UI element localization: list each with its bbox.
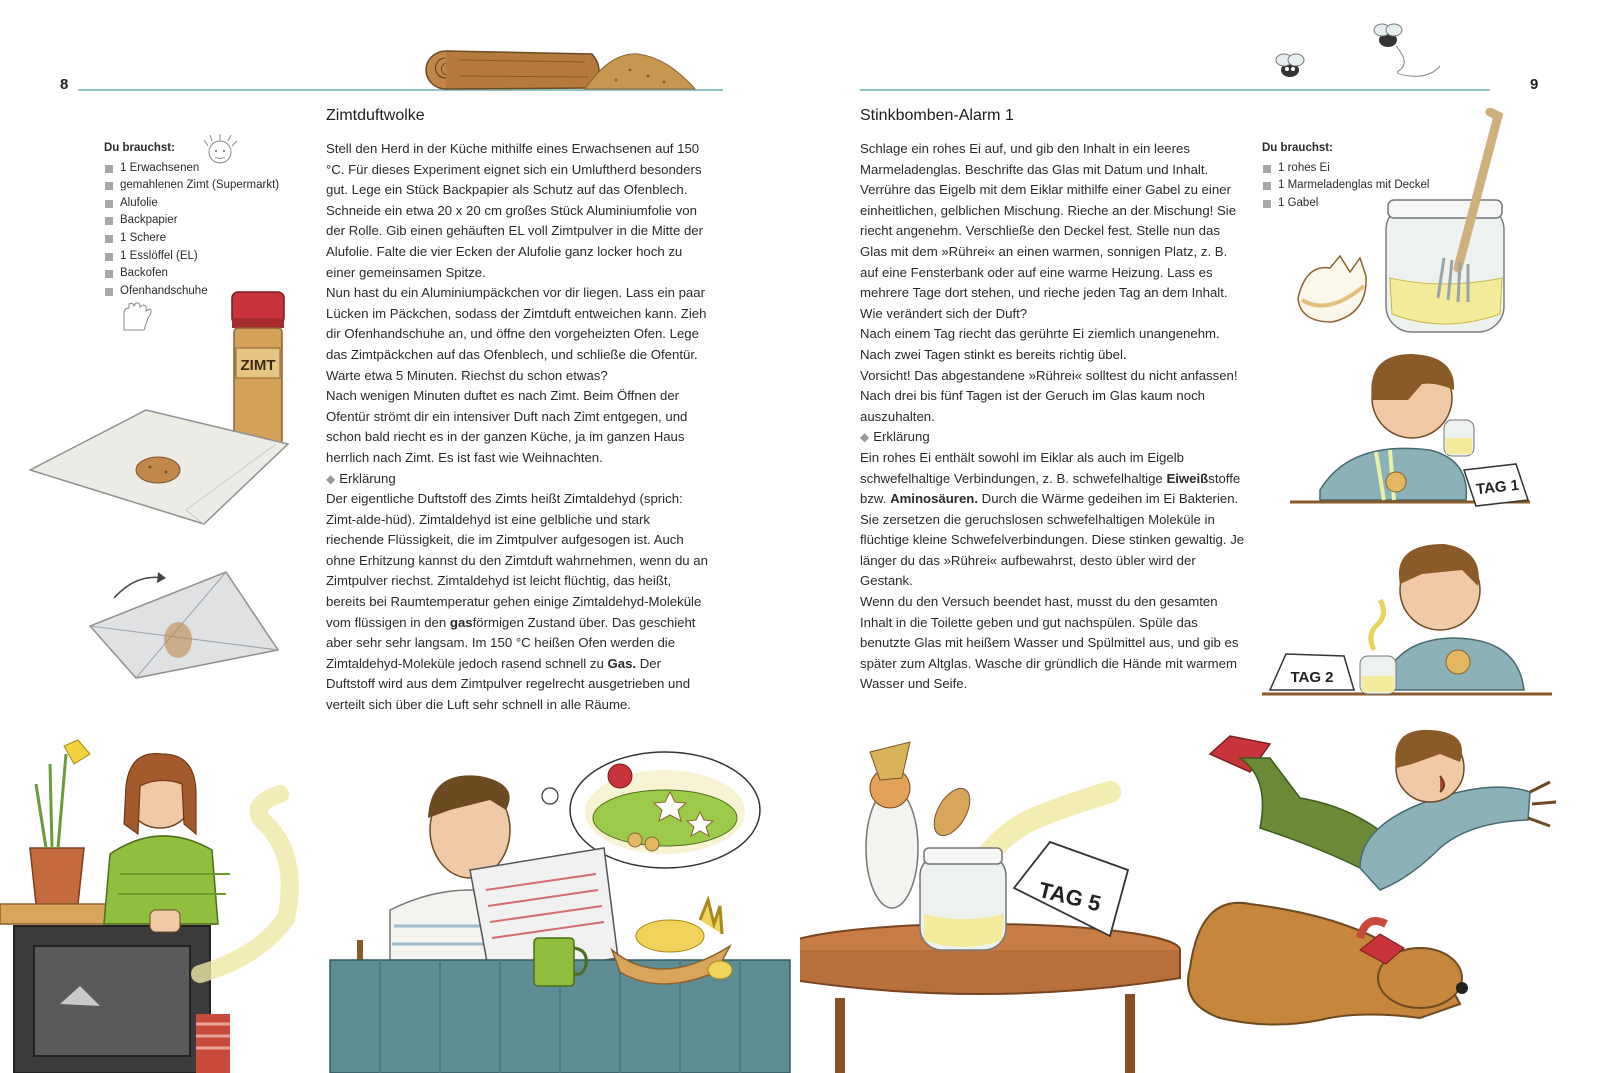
fly-icon: [1270, 50, 1310, 82]
kid-day1-illustration: [1280, 340, 1540, 530]
instruction-paragraph: Nach wenigen Minuten duftet es nach Zimt. Beim Öffnen der Ofentür strömt dir ein intensiver Duft nach Zimt entgegen, und schon bald riecht es in der ganzen Küche, ja im ganzen Haus herrlich nach Zimt. Es ist fast wie Weihnachten.: [326, 388, 688, 465]
day5-sign: TAG 5: [1036, 876, 1104, 917]
instruction-paragraph: Stell den Herd in der Küche mithilfe eines Erwachsenen auf 150 °C. Für dieses Experiment eignet sich ein Umluftherd besonders gut. Lege ein Stück Backpapier als Schutz auf das Ofenblech.: [326, 141, 702, 198]
day2-sign: TAG 2: [1290, 669, 1334, 686]
material-item: Backofen: [104, 265, 304, 283]
material-item: Alufolie: [104, 195, 304, 213]
explanation-paragraph: Der eigentliche Duftstoff des Zimts heißt Zimtaldehyd (sprich: Zimt-alde-hüd). Zimtaldehyd ist eine gelbliche und stark riechende Flüssigkeit, die im Zimtpulver aufgesogen ist. Auch ohne Erhitzung kannst du den Zimtduft wahrnehmen, wenn du an Zimtpulver riechst. Zimtaldehyd ist leicht flüchtig, das heißt, bereits bei Raumtemperatur gehen einige Zimtaldehyd-Moleküle vom flüssigen in den gasförmigen Zustand über. Das geschieht aber sehr sehr langsam. Im 150 °C heißen Ofen werden die Zimtaldehyd-Moleküle jedoch rasend schnell zu Gas. Der Duftstoff wird aus dem Zimtpulver regelrecht ausgetrieben und verteilt sich über die Luft sehr schnell in alle Räume.: [326, 491, 708, 713]
head-doodle-icon: [200, 132, 240, 170]
oven-glove-icon: [118, 300, 154, 334]
material-item: Backpapier: [104, 212, 304, 230]
right-page: [800, 0, 1600, 1073]
instructions-text: [326, 139, 711, 716]
material-item: gemahlenen Zimt (Supermarkt): [104, 177, 304, 195]
material-item: Ofenhandschuhe: [104, 283, 304, 301]
instruction-paragraph: Schlage ein rohes Ei auf, und gib den Inhalt in ein leeres Marmeladenglas. Beschrifte das Glas mit Datum und Inhalt. Verrühre das Eigelb mit dem Eiklar mithilfe einer Gabel zu einer einheitlichen, gelblichen Mischung. Rieche an der Mischung! Sie riecht angenehm. Verschließe den Deckel fest. Stelle nun das Glas mit dem »Rührei« an einen warmen, sonnigen Platz, z. B. auf eine Fensterbank oder auf eine warme Heizung. Lass es mehrere Tage dort stehen, und rieche jeden Tag an dem Inhalt. Wie verändert sich der Duft?: [860, 141, 1237, 321]
header-rule: [860, 89, 1490, 91]
experiment-title: Zimtduftwolke: [326, 107, 425, 124]
material-item: 1 rohes Ei: [1262, 160, 1462, 178]
foil-packet-illustration: [86, 566, 286, 686]
material-item: 1 Gabel: [1262, 195, 1462, 213]
experiment-title: Stinkbomben-Alarm 1: [860, 107, 1014, 124]
explanation-heading: ◆ Erklärung: [326, 470, 396, 486]
cinnamon-stick-illustration: [420, 46, 710, 90]
explanation-paragraph: Wenn du den Versuch beendet hast, musst du den gesamten Inhalt in die Toilette geben und gut nachspülen. Spüle das benutzte Glas mit heißem Wasser und Spülmittel aus, und gib es später zum Altglas. Wasche dir gründlich die Hände mit warmem Wasser und Seife.: [860, 594, 1239, 692]
material-item: 1 Marmeladenglas mit Deckel: [1262, 177, 1462, 195]
kid-day2-illustration: [1262, 530, 1552, 710]
stink-scene-illustration: [800, 718, 1600, 1073]
materials-heading: Du brauchst:: [104, 142, 175, 154]
instruction-paragraph: Nun hast du ein Aluminiumpäckchen vor dir liegen. Lass ein paar Lücken im Päckchen, sodass der Zimtduft entweichen kann. Zieh dir Ofenhandschuhe an, und öffne den vorgeheizten Ofen. Lege das Zimtpäckchen auf das Ofenblech, und schließe die Ofentür. Warte etwa 5 Minuten. Riechst du schon etwas?: [326, 285, 707, 383]
explanation-heading: ◆ Erklärung: [860, 429, 930, 445]
girl-oven-illustration: [0, 724, 320, 1073]
explanation-paragraph: Ein rohes Ei enthält sowohl im Eiklar als auch im Eigelb schwefelhaltige Verbindungen, z. B. schwefelhaltige Eiweißstoffe bzw. Aminosäuren. Durch die Wärme gedeihen im Ei Bakterien. Sie zersetzen die geruchslosen schwefelhaltigen Moleküle in flüchtige kleine Schwefelverbindungen. Diese stinken gewaltig. Je länger du das »Rührei« aufbewahrst, desto übler wird der Gestank.: [860, 449, 1245, 589]
instruction-paragraph: Nach drei bis fünf Tagen ist der Geruch im Glas kaum noch auszuhalten.: [860, 388, 1205, 424]
diamond-icon: ◆: [860, 430, 870, 445]
material-item: 1 Erwachsenen: [104, 160, 304, 178]
boy-newspaper-illustration: [320, 740, 800, 1073]
baking-paper-illustration: [26, 404, 296, 528]
material-item: 1 Esslöffel (EL): [104, 248, 304, 266]
instruction-paragraph: Nach einem Tag riecht das gerührte Ei ziemlich unangenehm.: [860, 326, 1220, 342]
material-item: 1 Schere: [104, 230, 304, 248]
day1-sign: TAG 1: [1475, 476, 1520, 499]
fly-icon: [1370, 22, 1450, 82]
instructions-text: [860, 139, 1246, 695]
instruction-paragraph: Vorsicht! Das abgestandene »Rührei« solltest du nicht anfassen!: [860, 367, 1238, 383]
page-number: 9: [1530, 76, 1539, 93]
materials-heading: Du brauchst:: [1262, 142, 1333, 154]
jar-label: ZIMT: [240, 357, 276, 374]
egg-jar-illustration: [1288, 108, 1536, 340]
instruction-paragraph: Nach zwei Tagen stinkt es bereits richtig übel.: [860, 346, 1127, 362]
diamond-icon: ◆: [326, 471, 336, 486]
page-number: 8: [60, 76, 69, 93]
instruction-paragraph: Schneide ein etwa 20 x 20 cm großes Stück Aluminiumfolie von der Rolle. Gib einen gehäuften EL voll Zimtpulver in die Mitte der Alufolie. Falte die vier Ecken der Alufolie ganz locker hoch zu einer gemeinsamen Spitze.: [326, 202, 704, 280]
